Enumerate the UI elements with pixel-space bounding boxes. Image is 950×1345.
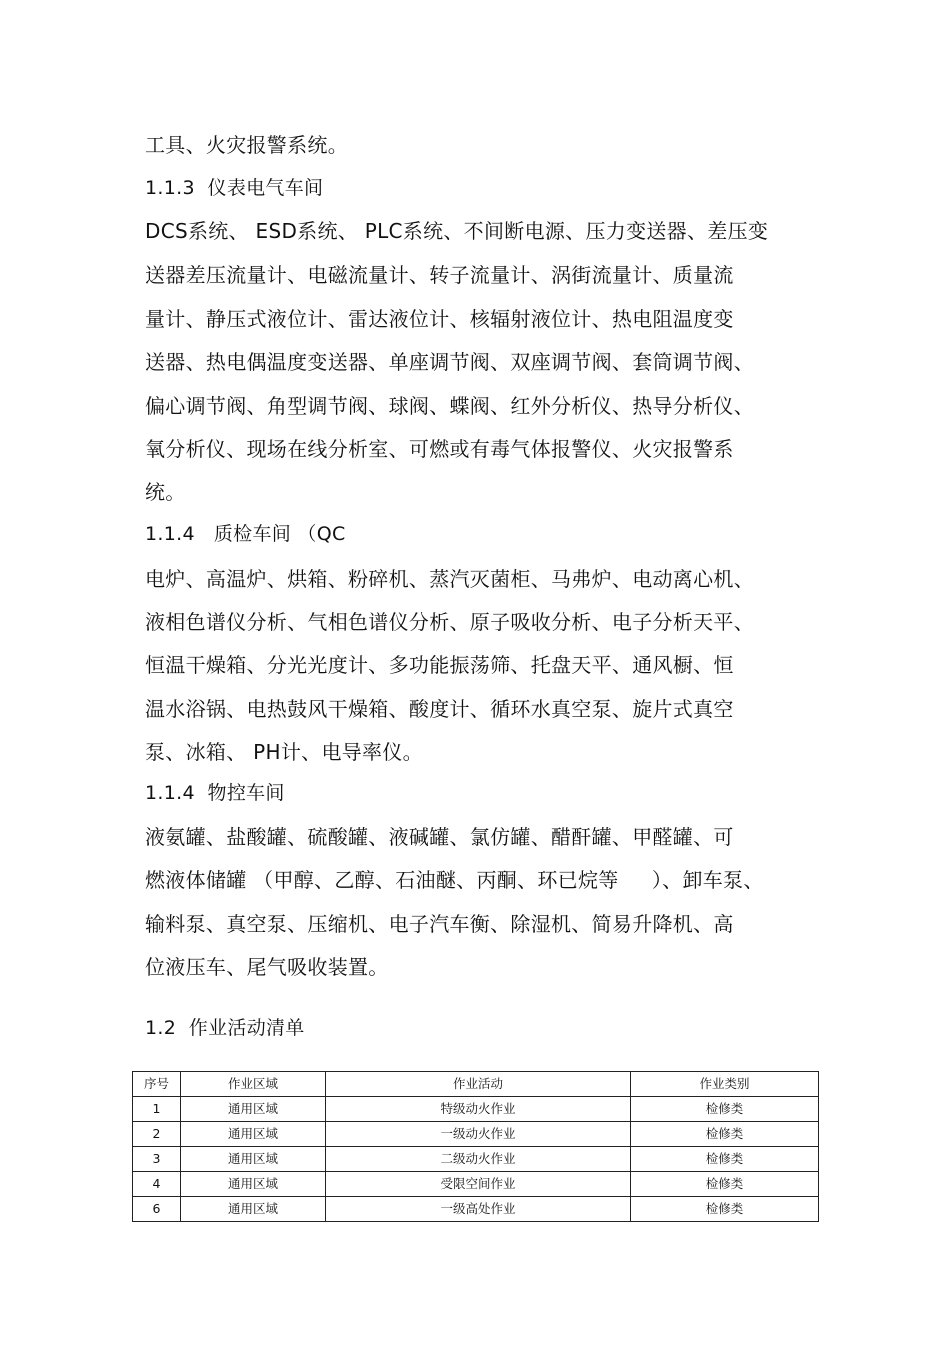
section-heading-1-1-3: 1.1.3 仪表电气车间 — [145, 177, 324, 199]
cell-area: 通用区域 — [181, 1122, 326, 1147]
cell-activity: 一级动火作业 — [326, 1122, 631, 1147]
cell-index: 6 — [133, 1197, 181, 1222]
table-row — [133, 1122, 819, 1147]
cell-area: 通用区域 — [181, 1147, 326, 1172]
table-header-row — [133, 1072, 819, 1097]
cell-category: 检修类 — [631, 1147, 819, 1172]
header-cell-area: 作业区域 — [181, 1072, 326, 1097]
text-line: 泵、冰箱、 PH计、电导率仪。 — [145, 740, 423, 764]
cell-category: 检修类 — [631, 1197, 819, 1222]
section-heading-1-1-4-material: 1.1.4 物控车间 — [145, 782, 285, 804]
text-line: 工具、火灾报警系统。 — [145, 133, 348, 157]
text-line: 输料泵、真空泵、压缩机、电子汽车衡、除湿机、简易升降机、高 — [145, 912, 734, 936]
cell-index: 1 — [133, 1097, 181, 1122]
table-row — [133, 1197, 819, 1222]
header-cell-category: 作业类别 — [631, 1072, 819, 1097]
cell-index: 4 — [133, 1172, 181, 1197]
text-line: 液相色谱仪分析、气相色谱仪分析、原子吸收分析、电子分析天平、 — [145, 610, 754, 634]
text-line: 送器、热电偶温度变送器、单座调节阀、双座调节阀、套筒调节阀、 — [145, 350, 754, 374]
cell-index: 2 — [133, 1122, 181, 1147]
text-line: 位液压车、尾气吸收装置。 — [145, 955, 389, 979]
cell-activity: 一级高处作业 — [326, 1197, 631, 1222]
table-row — [133, 1097, 819, 1122]
text-line: 温水浴锅、电热鼓风干燥箱、酸度计、循环水真空泵、旋片式真空 — [145, 697, 734, 721]
cell-area: 通用区域 — [181, 1172, 326, 1197]
text-line: 偏心调节阀、角型调节阀、球阀、蝶阀、红外分析仪、热导分析仪、 — [145, 394, 754, 418]
text-line: 电炉、高温炉、烘箱、粉碎机、蒸汽灭菌柜、马弗炉、电动离心机、 — [145, 567, 754, 591]
cell-activity: 受限空间作业 — [326, 1172, 631, 1197]
section-heading-1-1-4-qc: 1.1.4 质检车间 （QC — [145, 523, 346, 545]
text-line: 量计、静压式液位计、雷达液位计、核辐射液位计、热电阻温度变 — [145, 307, 734, 331]
text-line: DCS系统、 ESD系统、 PLC系统、不间断电源、压力变送器、差压变 — [145, 219, 769, 243]
cell-category: 检修类 — [631, 1097, 819, 1122]
cell-index: 3 — [133, 1147, 181, 1172]
header-cell-activity: 作业活动 — [326, 1072, 631, 1097]
text-line: 恒温干燥箱、分光光度计、多功能振荡筛、托盘天平、通风橱、恒 — [145, 653, 734, 677]
cell-category: 检修类 — [631, 1172, 819, 1197]
table-row — [133, 1172, 819, 1197]
text-line: 送器差压流量计、电磁流量计、转子流量计、涡街流量计、质量流 — [145, 263, 734, 287]
cell-activity: 二级动火作业 — [326, 1147, 631, 1172]
cell-category: 检修类 — [631, 1122, 819, 1147]
text-line: 液氨罐、盐酸罐、硫酸罐、液碱罐、氯仿罐、醋酐罐、甲醛罐、可 — [145, 825, 734, 849]
section-heading-1-2: 1.2 作业活动清单 — [145, 1017, 305, 1039]
activity-table — [132, 1071, 818, 1222]
cell-area: 通用区域 — [181, 1097, 326, 1122]
cell-area: 通用区域 — [181, 1197, 326, 1222]
cell-activity: 特级动火作业 — [326, 1097, 631, 1122]
text-line: 燃液体储罐 （甲醇、乙醇、石油醚、丙酮、环已烷等 ）、卸车泵、 — [145, 868, 764, 892]
text-line: 统。 — [145, 480, 186, 504]
text-line: 氧分析仪、现场在线分析室、可燃或有毒气体报警仪、火灾报警系 — [145, 437, 734, 461]
table-row — [133, 1147, 819, 1172]
header-cell-index: 序号 — [133, 1072, 181, 1097]
